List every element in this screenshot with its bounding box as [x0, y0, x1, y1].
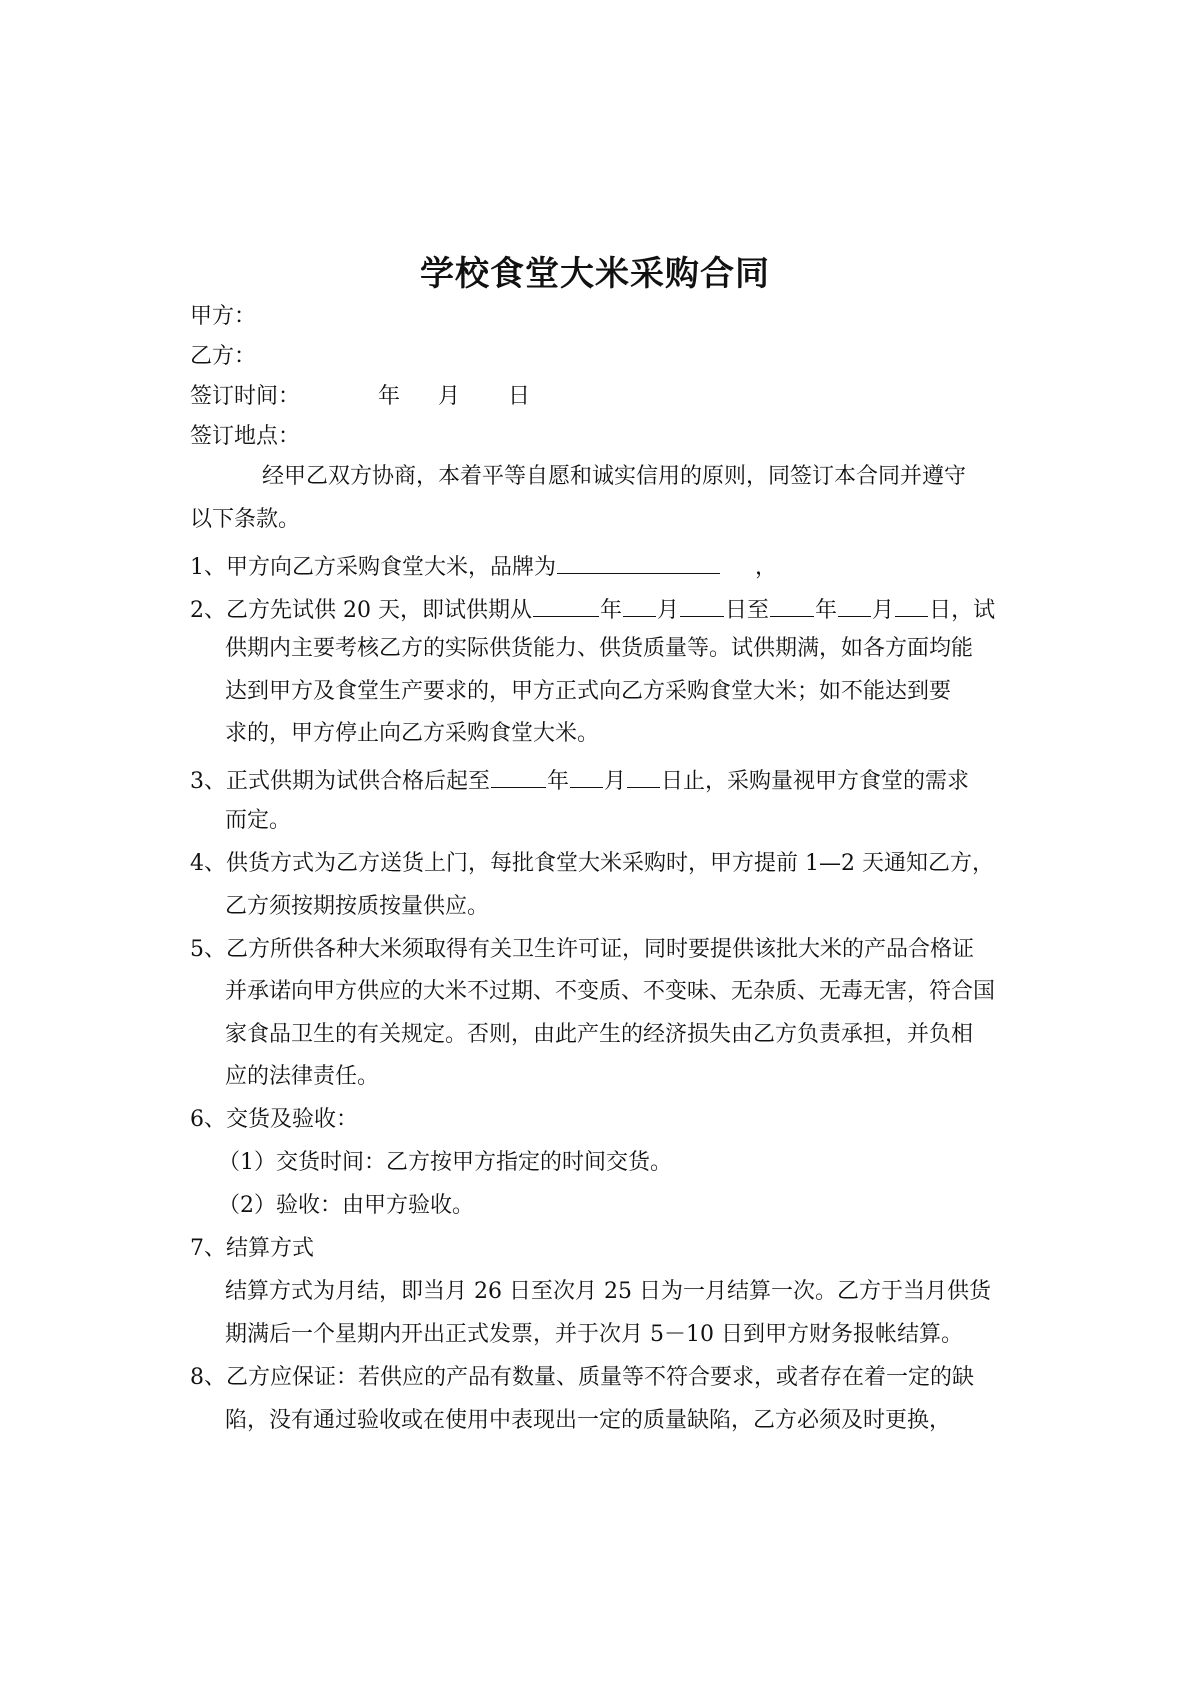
intro-line-2: 以下条款。: [190, 507, 301, 532]
intro-line-1: 经甲乙双方协商，本着平等自愿和诚实信用的原则，同签订本合同并遵守: [262, 464, 967, 489]
clause-8-line-2: 陷，没有通过验收或在使用中表现出一定的质量缺陷，乙方必须及时更换，: [225, 1408, 952, 1433]
clause-3-text: 3、正式供期为试供合格后起至: [190, 769, 490, 794]
formal-end-year-blank: [491, 763, 546, 788]
clause-6-line-3: （2）验收：由甲方验收。: [218, 1193, 474, 1218]
trial-end-month-label: 月: [872, 598, 895, 623]
clause-1-text: 1、甲方向乙方采购食堂大米，品牌为: [190, 555, 556, 580]
trial-start-day-label: 日至: [725, 598, 770, 623]
party-b-line: 乙方：: [190, 344, 257, 369]
clause-7-line-1: 7、结算方式: [190, 1236, 314, 1261]
clause-3-line-1: [190, 763, 969, 797]
clause-1: [190, 549, 777, 583]
sign-month: 月: [438, 384, 461, 409]
document-title: 学校食堂大米采购合同: [420, 254, 770, 294]
clause-7-line-2: 结算方式为月结，即当月 26 日至次月 25 日为一月结算一次。乙方于当月供货: [225, 1279, 991, 1304]
clause-5-line-2: 并承诺向甲方供应的大米不过期、不变质、不变味、无杂质、无毒无害，符合国: [225, 979, 996, 1004]
clause-7-line-3: 期满后一个星期内开出正式发票，并于次月 5－10 日到甲方财务报帐结算。: [225, 1322, 963, 1347]
trial-end-month-blank: [838, 592, 871, 617]
formal-end-month-label: 月: [604, 769, 627, 794]
clause-2-line-3: 达到甲方及食堂生产要求的，甲方正式向乙方采购食堂大米；如不能达到要: [225, 679, 952, 704]
clause-4-line-1: 4、供货方式为乙方送货上门，每批食堂大米采购时，甲方提前 1—2 天通知乙方，: [190, 851, 994, 876]
clause-1-end: ，: [755, 555, 778, 580]
trial-end-day-label: 日，试: [929, 598, 996, 623]
clause-8-line-1: 8、乙方应保证：若供应的产品有数量、质量等不符合要求，或者存在着一定的缺: [190, 1365, 974, 1390]
clause-3-line-2: 而定。: [225, 808, 292, 833]
trial-end-year-label: 年: [815, 598, 838, 623]
clause-5-line-1: 5、乙方所供各种大米须取得有关卫生许可证，同时要提供该批大米的产品合格证: [190, 937, 974, 962]
clause-6-line-1: 6、交货及验收：: [190, 1107, 358, 1132]
clause-2-line-2: 供期内主要考核乙方的实际供货能力、供货质量等。试供期满，如各方面均能: [225, 636, 974, 661]
clause-2-text: 2、乙方先试供 20 天，即试供期从: [190, 598, 532, 623]
sign-day: 日: [508, 384, 531, 409]
formal-end-day-blank: [627, 763, 660, 788]
sign-time-label: 签订时间：: [190, 384, 301, 409]
trial-start-month-blank: [623, 592, 656, 617]
trial-end-year-blank: [770, 592, 814, 617]
clause-2-line-1: [190, 592, 995, 626]
trial-end-day-blank: [895, 592, 928, 617]
trial-start-year-label: 年: [599, 598, 622, 623]
trial-start-day-blank: [680, 592, 724, 617]
clause-5-line-3: 家食品卫生的有关规定。否则，由此产生的经济损失由乙方负责承担，并负相: [225, 1022, 974, 1047]
clause-6-line-2: （1）交货时间：乙方按甲方指定的时间交货。: [218, 1150, 672, 1175]
formal-end-day-label: 日止，采购量视甲方食堂的需求: [661, 769, 970, 794]
party-a-line: 甲方：: [190, 304, 257, 329]
brand-blank: [557, 549, 720, 574]
trial-start-year-blank: [533, 592, 599, 617]
trial-start-month-label: 月: [657, 598, 680, 623]
formal-end-month-blank: [570, 763, 603, 788]
clause-5-line-4: 应的法律责任。: [225, 1064, 380, 1089]
clause-2-line-4: 求的，甲方停止向乙方采购食堂大米。: [225, 721, 600, 746]
clause-4-line-2: 乙方须按期按质按量供应。: [225, 894, 490, 919]
sign-time-line: [190, 382, 530, 412]
sign-place-line: 签订地点：: [190, 424, 301, 449]
formal-end-year-label: 年: [547, 769, 570, 794]
sign-year: 年: [378, 384, 401, 409]
